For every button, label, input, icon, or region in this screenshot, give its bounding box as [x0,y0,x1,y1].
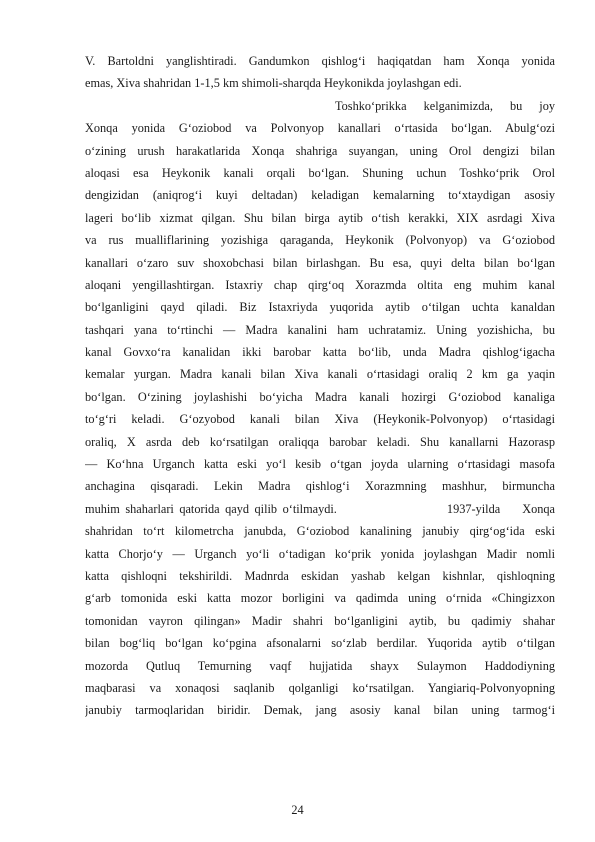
page-number: 24 [291,803,304,817]
text-line: Toshko‘prikka kelganimizda, bu joy [335,98,555,113]
text-line: g‘arb tomonida eski katta mozor borligini va qadimda uning o‘rnida «Chingizxon [85,591,555,606]
text-line: shahridan to‘rt kilometrcha janubda, G‘oziobod kanalining janubiy qirg‘og‘ida eski [85,524,555,539]
text-line: lageri bo‘lib xizmat qilgan. Shu bilan birga aytib o‘tish kerakki, XIX asrdagi Xiva [85,210,555,225]
text-line: tomonidan vayron qilingan» Madir shahri bo‘lganligini aytib, bu qadimiy shahar [85,613,555,628]
text-line: bo‘lgan. O‘zining joylashishi bo‘yicha Madra kanali hozirgi G‘oziobod kanaliga [85,389,555,404]
text-line: oraliq, X asrda deb ko‘rsatilgan oraliqqa barobar keladi. Shu kanallarni Hazorasp [85,434,555,449]
text-line: muhim shaharlari qatorida qayd qilib o‘tilmaydi. 1937-yilda Xonqa [85,501,555,516]
text-line: kanallari o‘zaro suv shoxobchasi bilan birlashgan. Bu esa, quyi delta bilan bo‘lgan [85,255,555,270]
text-line: o‘zining urush harakatlarida Xonqa shahriga suyangan, uning Orol dengizi bilan [85,143,555,158]
text-line: maqbarasi va xonaqosi saqlanib qolganligi ko‘rsatilgan. Yangiariq-Polvonyopning [85,680,555,695]
text-line: mozorda Qutluq Temurning vaqf hujjatida shayx Sulaymon Haddodiyning [85,658,555,673]
text-line: emas, Xiva shahridan 1-1,5 km shimoli-sharqda Heykonikda joylashgan edi. [85,76,462,91]
text-line: — Ko‘hna Urganch katta eski yo‘l kesib o‘tgan joyda ularning o‘rtasidagi masofa [85,457,555,472]
text-line: anchagina qisqaradi. Lekin Madra qishlog‘i Xorazmning mashhur, birmuncha [85,479,555,494]
text-line: kemalar yurgan. Madra kanali bilan Xiva kanali o‘rtasidagi oraliq 2 km ga yaqin [85,367,555,382]
text-line: janubiy tarmoqlaridan biridir. Demak, jang asosiy kanal bilan uning tarmog‘i [85,703,555,718]
text-line: bo‘lganligini qayd qiladi. Biz Istaxriyda yuqorida aytib o‘tilgan uchta kanaldan [85,300,555,315]
text-line: va rus mualliflarining yozishiga qaraganda, Heykonik (Polvonyop) va G‘oziobod [85,233,555,248]
text-line: aloqani yengillashtirgan. Istaxriy chap qirg‘oq Xorazmda oltita eng muhim kanal [85,277,555,292]
text-line: V. Bartoldni yanglishtiradi. Gandumkon qishlog‘i haqiqatdan ham Xonqa yonida [85,54,555,68]
text-line: katta Chorjo‘y — Urganch yo‘li o‘tadigan ko‘prik yonida joylashgan Madir nomli [85,546,555,561]
text-line: dengizidan (aniqrog‘i kuyi deltadan) keladigan kemalarning to‘xtaydigan asosiy [85,188,555,203]
text-line: tashqari yana to‘rtinchi — Madra kanalini ham uchratamiz. Uning yozishicha, bu [85,322,555,337]
text-line: aloqasi esa Heykonik kanali orqali bo‘lgan. Shuning uchun Toshko‘prik Orol [85,165,555,180]
text-line: katta qishloqni tekshirildi. Madnrda eskidan yashab kelgan kishnlar, qishloqning [85,568,555,583]
text-line: bilan bog‘liq bo‘lgan ko‘pgina afsonalarni so‘zlab berdilar. Yuqorida aytib o‘tilgan [85,636,555,651]
document-body [85,50,555,722]
text-line: kanal Govxo‘ra kanalidan ikki barobar katta bo‘lib, unda Madra qishlog‘igacha [85,345,555,360]
text-line: Xonqa yonida G‘oziobod va Polvonyop kanallari o‘rtasida bo‘lgan. Abulg‘ozi [85,121,555,136]
text-line: to‘g‘ri keladi. G‘ozyobod kanali bilan Xiva (Heykonik-Polvonyop) o‘rtasidagi [85,412,555,427]
